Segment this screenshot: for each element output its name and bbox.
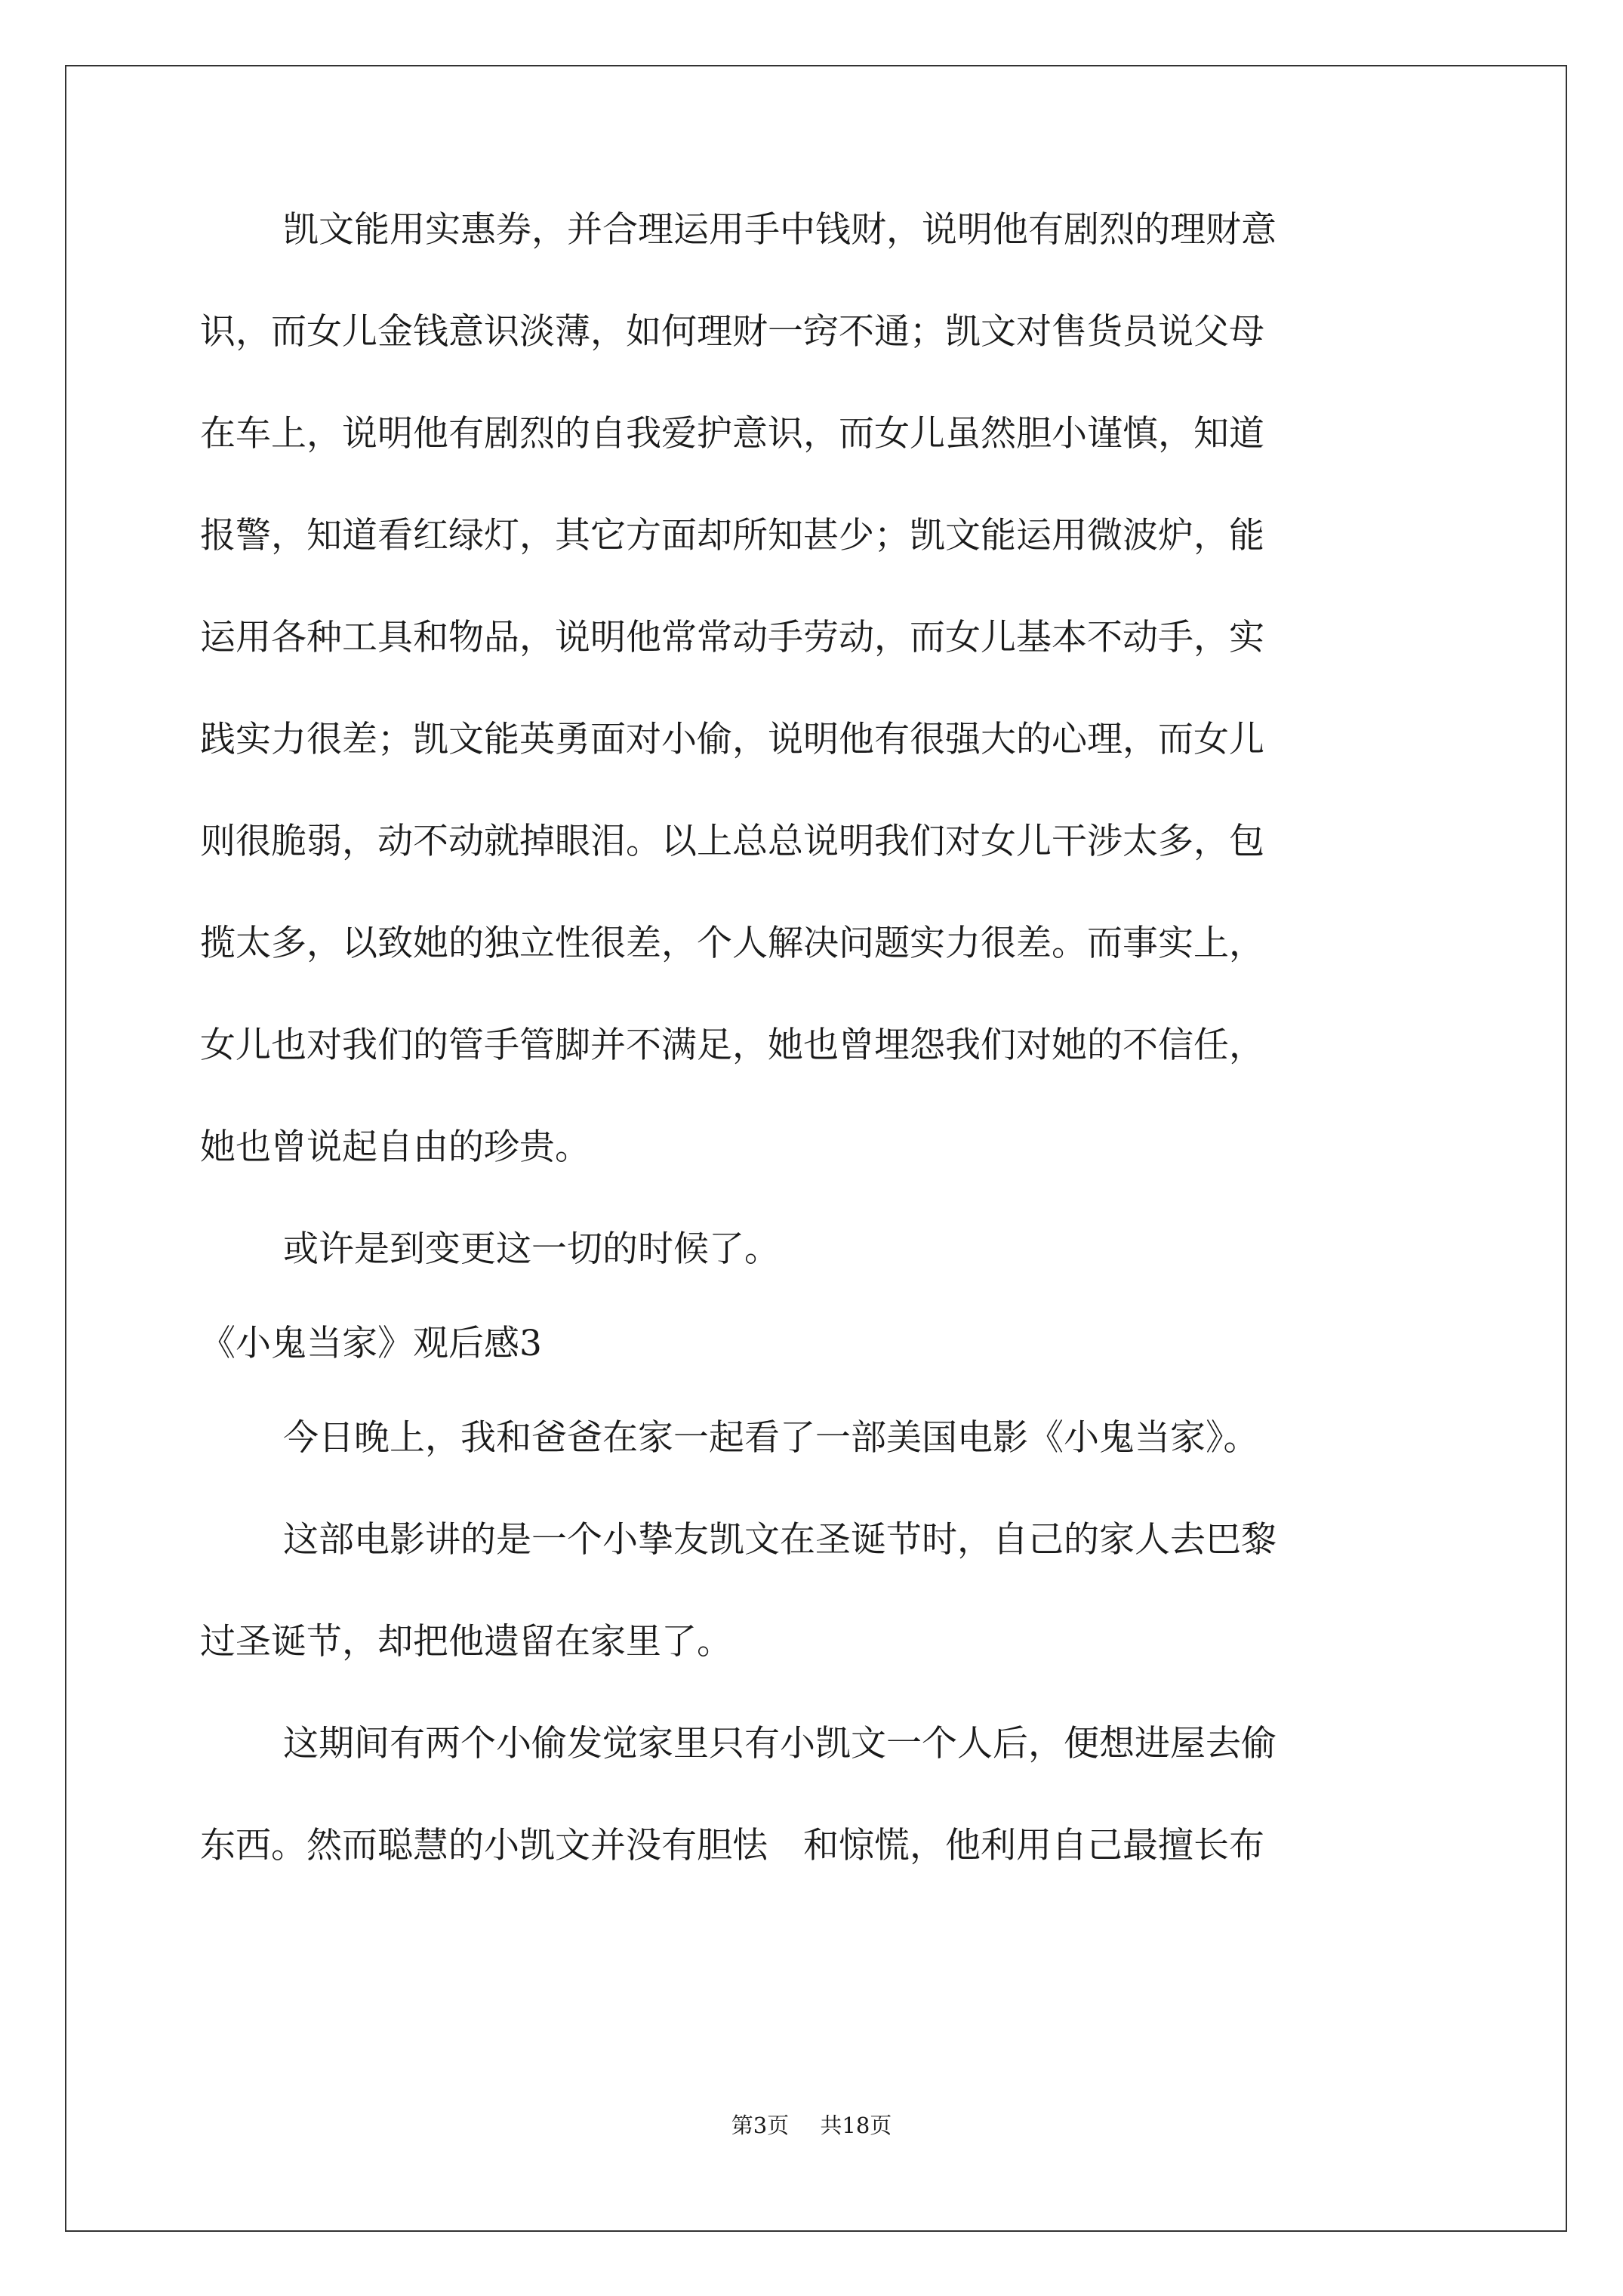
- section-title: 《小鬼当家》观后感3: [200, 1323, 542, 1364]
- paragraph-line: 识，而女儿金钱意识淡薄，如何理财一窍不通；凯文对售货员说父母: [200, 311, 1264, 353]
- paragraph-line: 报警，知道看红绿灯，其它方面却所知甚少；凯文能运用微波炉，能: [200, 515, 1264, 556]
- paragraph-line: 这期间有两个小偷发觉家里只有小凯文一个人后，便想进屋去偷: [283, 1723, 1277, 1764]
- page-total: 共18页: [820, 2113, 892, 2138]
- paragraph-line: 她也曾说起自由的珍贵。: [200, 1126, 590, 1168]
- paragraph-line: 或许是到变更这一切的时候了。: [283, 1228, 780, 1270]
- paragraph-line: 践实力很差；凯文能英勇面对小偷，说明他有很强大的心理，而女儿: [200, 719, 1264, 760]
- paragraph-line: 女儿也对我们的管手管脚并不满足，她也曾埋怨我们对她的不信任，: [200, 1025, 1264, 1066]
- page-number: 第3页: [731, 2113, 790, 2138]
- paragraph-line: 运用各种工具和物品，说明他常常动手劳动，而女儿基本不动手，实: [200, 617, 1264, 658]
- paragraph-line: 这部电影讲的是一个小挚友凯文在圣诞节时，自己的家人去巴黎: [283, 1519, 1277, 1561]
- paragraph-line: 过圣诞节，却把他遗留在家里了。: [200, 1621, 732, 1663]
- paragraph-line: 凯文能用实惠券，并合理运用手中钱财，说明他有剧烈的理财意: [283, 209, 1277, 251]
- paragraph-line: 揽太多，以致她的独立性很差，个人解决问题实力很差。而事实上，: [200, 923, 1264, 964]
- paragraph-line: 东西。然而聪慧的小凯文并没有胆怯 和惊慌，他利用自己最擅长布: [200, 1825, 1264, 1866]
- paragraph-line: 今日晚上，我和爸爸在家一起看了一部美国电影《小鬼当家》。: [283, 1417, 1259, 1459]
- paragraph-line: 则很脆弱，动不动就掉眼泪。以上总总说明我们对女儿干涉太多，包: [200, 821, 1264, 862]
- paragraph-line: 在车上，说明他有剧烈的自我爱护意识，而女儿虽然胆小谨慎，知道: [200, 413, 1264, 455]
- page-footer: [0, 2110, 1623, 2140]
